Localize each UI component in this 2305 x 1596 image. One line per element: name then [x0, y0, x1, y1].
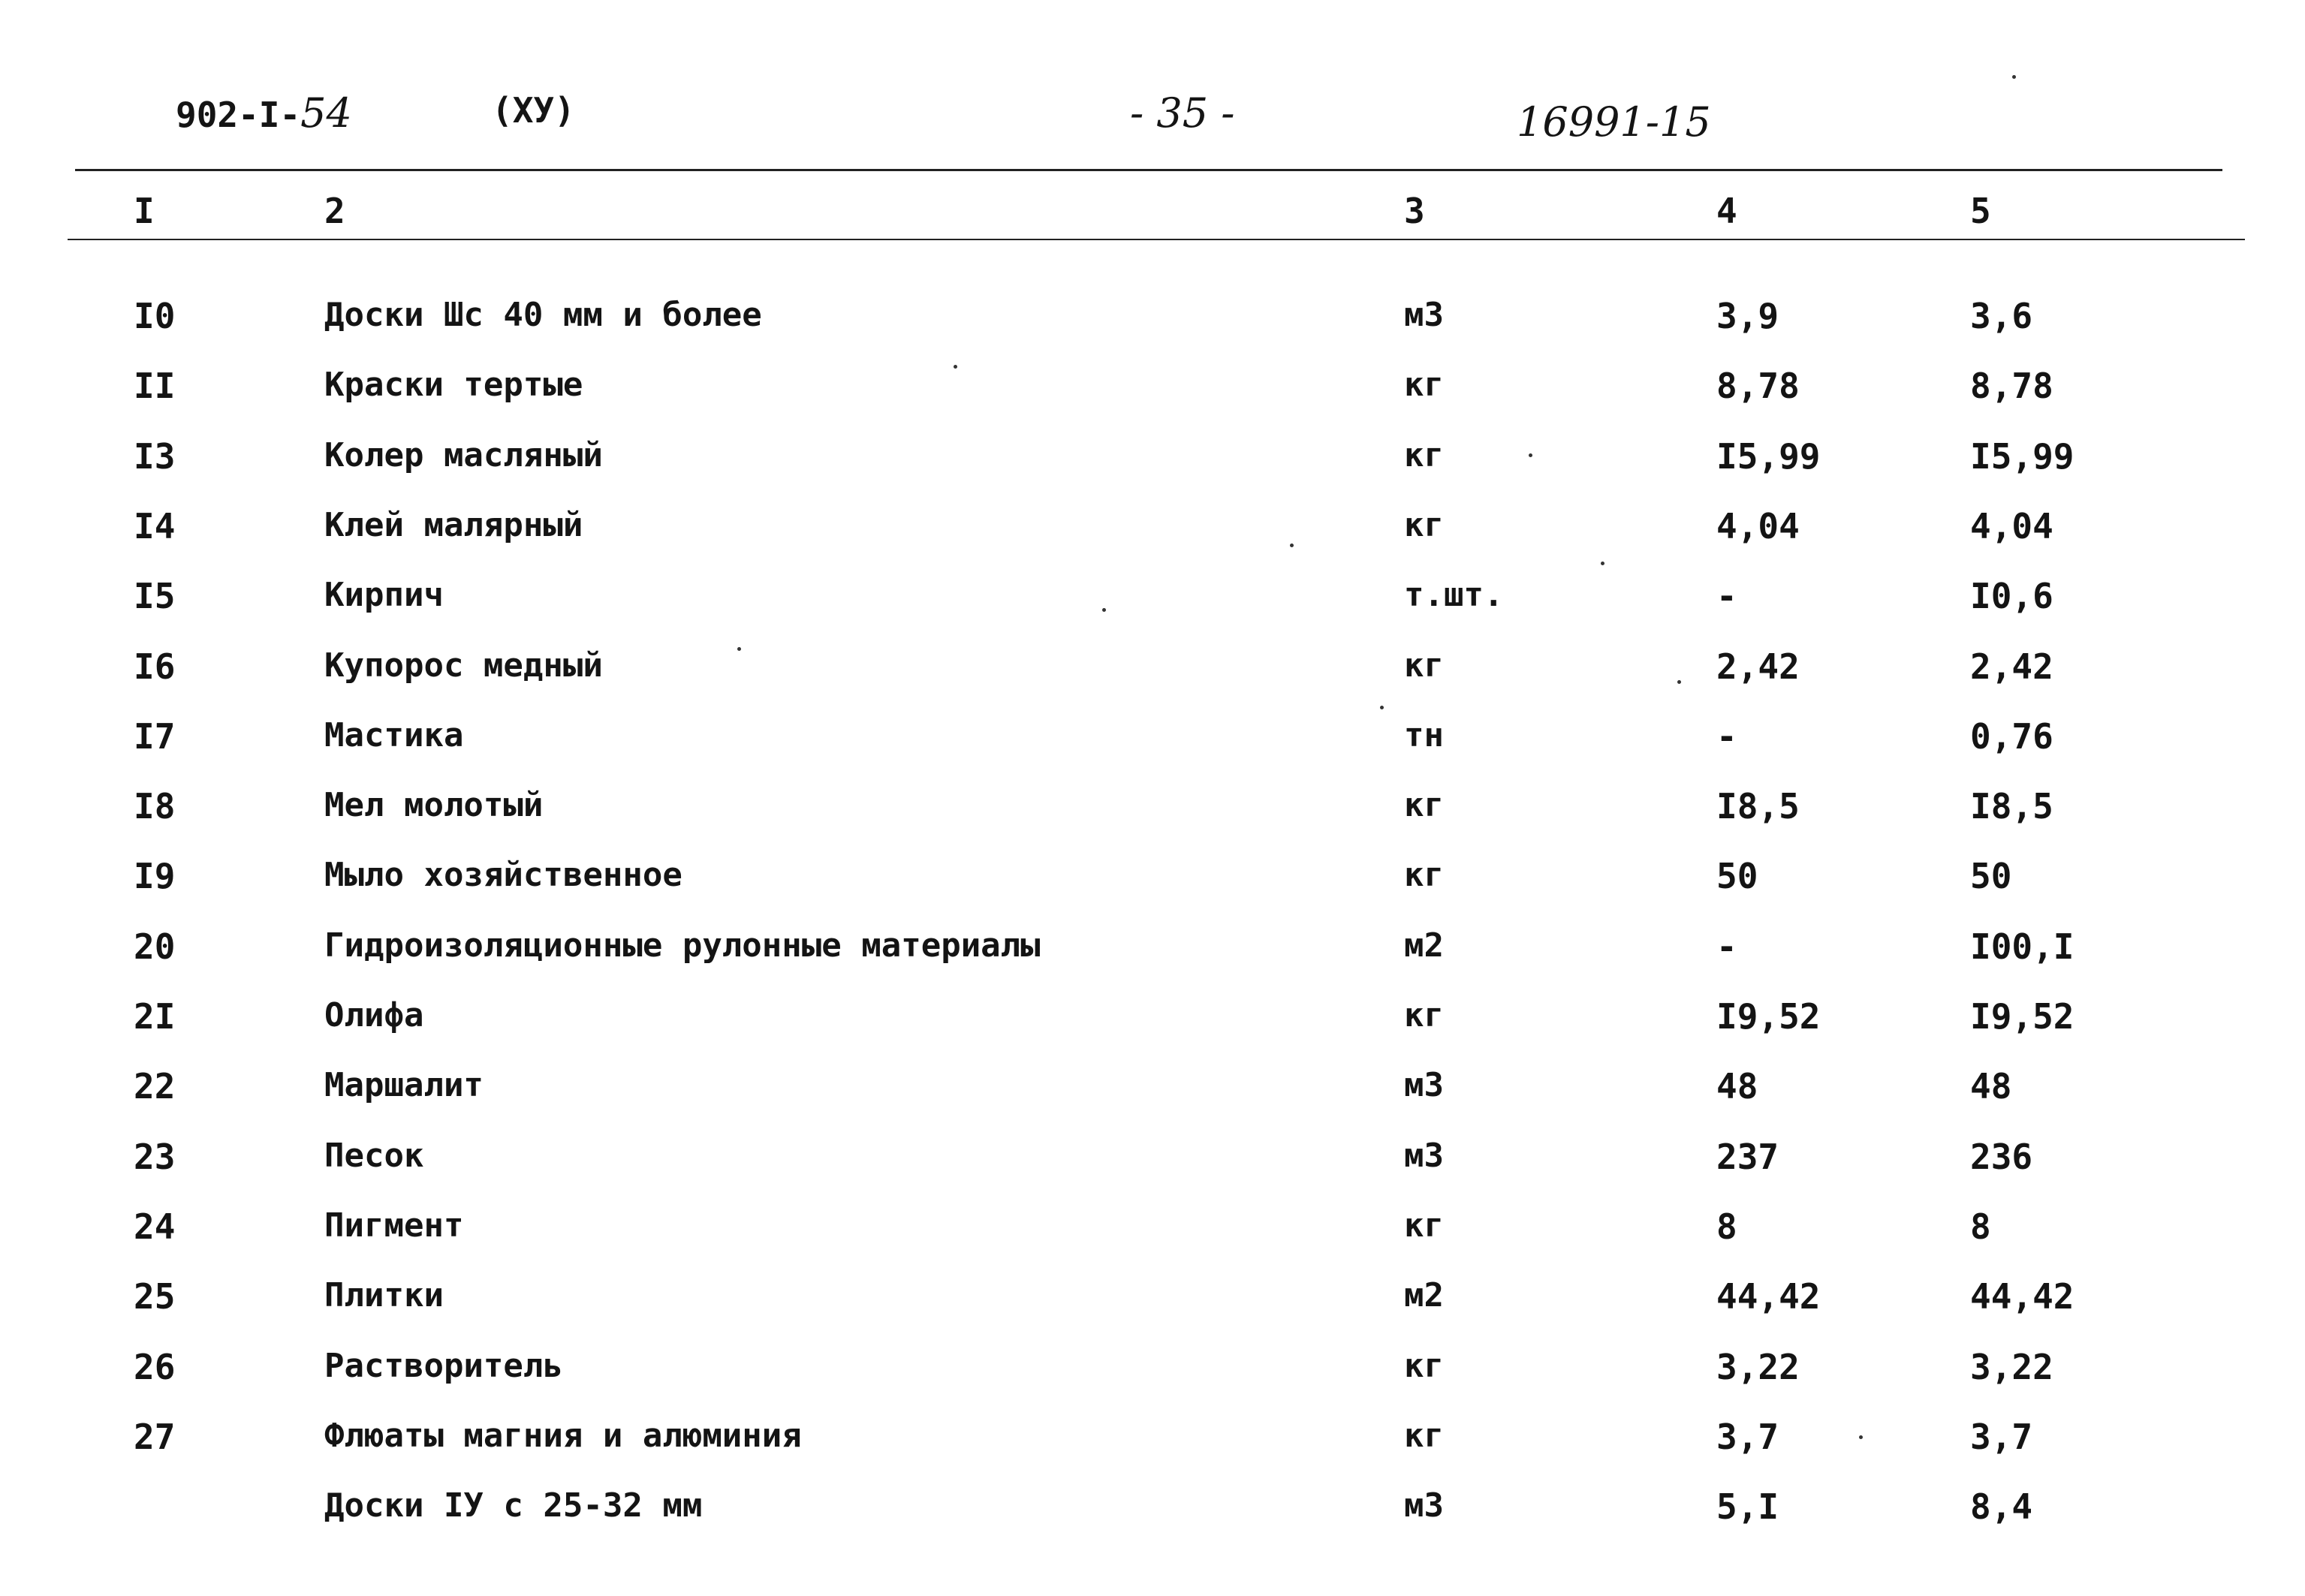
- material-name: Колер масляный: [324, 436, 603, 474]
- column-header-3: 3: [1404, 191, 1425, 231]
- material-name: Мыло хозяйственное: [324, 856, 682, 894]
- unit-of-measure: т.шт.: [1404, 576, 1504, 614]
- quantity-col5: 236: [1970, 1137, 2033, 1177]
- quantity-col5: I9,52: [1970, 996, 2074, 1037]
- scan-speck: [1529, 453, 1532, 457]
- row-number: I8: [134, 786, 176, 827]
- material-name: Маршалит: [324, 1066, 484, 1104]
- material-name: Клей малярный: [324, 506, 583, 544]
- quantity-col5: I0,6: [1970, 576, 2053, 616]
- quantity-col5: I5,99: [1970, 436, 2074, 477]
- row-number: 20: [134, 926, 176, 967]
- scan-speck: [954, 365, 957, 369]
- unit-of-measure: кг: [1404, 436, 1444, 474]
- quantity-col4: I5,99: [1716, 436, 1821, 477]
- row-number: I5: [134, 576, 176, 616]
- quantity-col4: -: [1716, 926, 1737, 967]
- document-code: [176, 89, 352, 137]
- material-name: Плитки: [324, 1276, 444, 1314]
- header-top-rule: [75, 169, 2222, 171]
- row-number: I0: [134, 296, 176, 336]
- unit-of-measure: м2: [1404, 1276, 1444, 1314]
- material-name: Доски IУ с 25-32 мм: [324, 1486, 703, 1525]
- quantity-col4: I8,5: [1716, 786, 1800, 827]
- scan-speck: [1102, 608, 1106, 612]
- material-name: Растворитель: [324, 1347, 563, 1385]
- row-number: 27: [134, 1417, 176, 1457]
- row-number: I6: [134, 646, 176, 687]
- quantity-col5: 50: [1970, 856, 2012, 896]
- quantity-col5: 2,42: [1970, 646, 2053, 687]
- unit-of-measure: м3: [1404, 1066, 1444, 1104]
- quantity-col4: I9,52: [1716, 996, 1821, 1037]
- material-name: Гидроизоляционные рулонные материалы: [324, 926, 1041, 965]
- unit-of-measure: кг: [1404, 1347, 1444, 1385]
- row-number: I7: [134, 716, 176, 757]
- quantity-col5: 3,7: [1970, 1417, 2033, 1457]
- column-header-2: 2: [324, 191, 345, 231]
- material-name: Кирпич: [324, 576, 444, 614]
- quantity-col4: 3,22: [1716, 1347, 1800, 1387]
- quantity-col4: 3,7: [1716, 1417, 1779, 1457]
- unit-of-measure: кг: [1404, 1417, 1444, 1455]
- quantity-col4: 44,42: [1716, 1276, 1821, 1317]
- quantity-col4: 8: [1716, 1206, 1737, 1247]
- scan-speck: [1601, 562, 1604, 565]
- column-header-5: 5: [1970, 191, 1991, 231]
- material-name: Пигмент: [324, 1206, 464, 1245]
- unit-of-measure: тн: [1404, 716, 1444, 754]
- column-header-1: I: [134, 191, 155, 231]
- header-bottom-rule: [68, 239, 2245, 240]
- quantity-col4: 8,78: [1716, 366, 1800, 406]
- quantity-col4: 48: [1716, 1066, 1758, 1107]
- unit-of-measure: м2: [1404, 926, 1444, 965]
- row-number: 24: [134, 1206, 176, 1247]
- quantity-col5: I00,I: [1970, 926, 2074, 967]
- page-number: - 35 -: [1130, 89, 1235, 137]
- unit-of-measure: кг: [1404, 366, 1444, 404]
- quantity-col5: 44,42: [1970, 1276, 2074, 1317]
- row-number: 23: [134, 1137, 176, 1177]
- scan-speck: [2012, 75, 2016, 79]
- scan-speck: [1380, 706, 1384, 709]
- row-number: 2I: [134, 996, 176, 1037]
- quantity-col4: -: [1716, 716, 1737, 757]
- quantity-col4: 237: [1716, 1137, 1779, 1177]
- material-name: Доски Шс 40 мм и более: [324, 296, 762, 334]
- document-code-handwritten: 54: [300, 89, 352, 137]
- unit-of-measure: м3: [1404, 296, 1444, 334]
- material-name: Олифа: [324, 996, 424, 1034]
- handwritten-doc-number: 16991-15: [1517, 98, 1711, 146]
- quantity-col4: 50: [1716, 856, 1758, 896]
- quantity-col5: 8: [1970, 1206, 1991, 1247]
- scan-speck: [1859, 1435, 1863, 1439]
- material-name: Флюаты магния и алюминия: [324, 1417, 802, 1455]
- quantity-col5: 3,6: [1970, 296, 2033, 336]
- material-name: Краски тертые: [324, 366, 583, 404]
- unit-of-measure: кг: [1404, 856, 1444, 894]
- row-number: 25: [134, 1276, 176, 1317]
- material-name: Песок: [324, 1137, 424, 1175]
- quantity-col5: 48: [1970, 1066, 2012, 1107]
- quantity-col5: 3,22: [1970, 1347, 2053, 1387]
- quantity-col5: 8,4: [1970, 1486, 2033, 1527]
- row-number: I3: [134, 436, 176, 477]
- material-name: Мастика: [324, 716, 464, 754]
- row-number: II: [134, 366, 176, 406]
- unit-of-measure: м3: [1404, 1137, 1444, 1175]
- document-roman-index: (ХУ): [492, 90, 575, 131]
- row-number: 22: [134, 1066, 176, 1107]
- quantity-col5: I8,5: [1970, 786, 2053, 827]
- material-name: Купорос медный: [324, 646, 603, 685]
- scan-speck: [1677, 680, 1681, 684]
- quantity-col5: 0,76: [1970, 716, 2053, 757]
- unit-of-measure: кг: [1404, 506, 1444, 544]
- unit-of-measure: м3: [1404, 1486, 1444, 1525]
- document-code-printed: 902-I-: [176, 95, 301, 135]
- unit-of-measure: кг: [1404, 786, 1444, 824]
- quantity-col4: 4,04: [1716, 506, 1800, 547]
- material-name: Мел молотый: [324, 786, 544, 824]
- quantity-col5: 4,04: [1970, 506, 2053, 547]
- row-number: 26: [134, 1347, 176, 1387]
- row-number: I4: [134, 506, 176, 547]
- row-number: I9: [134, 856, 176, 896]
- column-header-4: 4: [1716, 191, 1737, 231]
- quantity-col4: 2,42: [1716, 646, 1800, 687]
- quantity-col4: -: [1716, 576, 1737, 616]
- unit-of-measure: кг: [1404, 1206, 1444, 1245]
- quantity-col4: 5,I: [1716, 1486, 1779, 1527]
- quantity-col5: 8,78: [1970, 366, 2053, 406]
- scan-speck: [1290, 544, 1294, 547]
- quantity-col4: 3,9: [1716, 296, 1779, 336]
- unit-of-measure: кг: [1404, 996, 1444, 1034]
- unit-of-measure: кг: [1404, 646, 1444, 685]
- scan-speck: [737, 647, 741, 651]
